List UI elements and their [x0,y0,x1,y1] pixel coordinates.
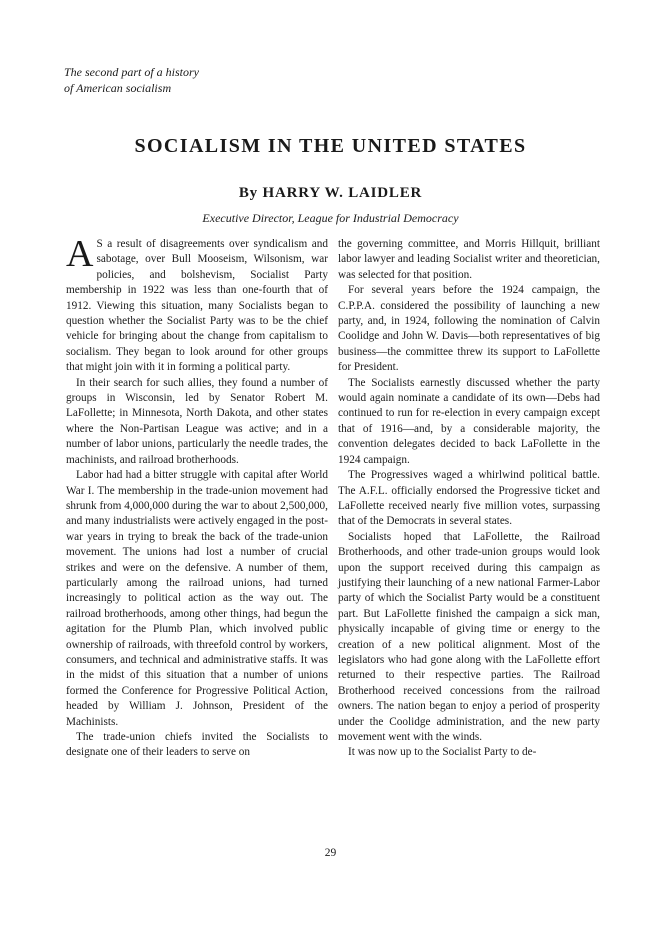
author-affiliation: Executive Director, League for Industrial Democracy [202,211,459,225]
right-column [338,237,600,761]
series-note [64,64,284,96]
left-paragraph-2: In their search for such allies, they found a number of groups in Wisconsin, led by Senator Robert M. LaFollette; in Minnesota, North Dakota, and other states where the Non-Partisan League was active; and in a number of labor unions, particularly the needle trades, the machinists, and railroad brotherhoods. [66,376,328,466]
right-paragraph-2: For several years before the 1924 campaign, the C.P.P.A. considered the possibility of launching a new party, and, in 1924, following the nomination of Calvin Coolidge and John W. Davis—both representatives of big business—the committee threw its support to LaFollette for President. [338,284,600,374]
left-paragraph-1 [66,233,328,376]
right-paragraph-3: The Socialists earnestly discussed whether the party would again nominate a candidate of its own—Debs had continued to run for re-election in every campaign except that of 1916—and, by a considerable majority, the convention delegates decided to back LaFollette in the 1924 campaign. [338,376,600,466]
right-paragraph-1: the governing committee, and Morris Hillquit, brilliant labor lawyer and leading Socialist writer and theoretician, was selected for that position. [338,238,600,281]
right-paragraph-6: It was now up to the Socialist Party to de- [348,746,537,759]
series-note-line-1: The second part of a history [64,65,199,79]
series-note-line-2: of American socialism [64,81,172,95]
left-paragraph-4: The trade-union chiefs invited the Socialists to designate one of their leaders to serve on [66,731,328,759]
drop-cap: A [66,233,94,275]
page-number: 29 [324,847,337,859]
right-paragraph-5: Socialists hoped that LaFollette, the Railroad Brotherhoods, and other trade-union groups would look upon the support received during this campaign as justifying their launching of a new national Farmer-Labor party of which the Socialist Party would be a constituent part. But LaFollette finished the campaign a sick man, physically incapable of giving time or energy to the creation of a new political alignment. Most of the legislators who had gone along with the LaFollette effort returned to their respective parties. The Railroad Brotherhood received concessions from the railroad owners. The nation began to enjoy a period of prosperity under the Coolidge administration, and the new party movement went with the winds. [338,530,600,743]
left-paragraph-1-text: S a result of disagreements over syndicalism and sabotage, over Bull Mooseism, Wilsonism, war policies, and bolshevism, Socialist Party membership in 1922 was less than one-fourth that of 1912. Viewing this situation, many Socialists began to question whether the Socialist Party was to be the chief vehicle for bringing about the change from capitalism to socialism. They began to look around for other groups that might join with it in forming a political party. [66,238,328,374]
left-column [66,233,328,761]
left-paragraph-3: Labor had had a bitter struggle with capital after World War I. The membership in the trade-union movement had shrunk from 4,000,000 during the war to about 2,500,000, and many industrialists were actively engaged in the post-war years in trying to break the back of the trade-union movement. The unions had lost a number of crucial strikes and were on the defensive. A number of them, particularly among the railroad unions, had turned increasingly to political action as the way out. The railroad brotherhoods, among other things, had begun the agitation for the Plumb Plan, which involved public ownership of railroads, with threefold control by workers, consumers, and technical and administrative staffs. It was in the midst of this situation that a number of unions formed the Conference for Progressive Political Action, headed by William J. Johnson, President of the Machinists. [66,469,328,728]
article-title: SOCIALISM IN THE UNITED STATES [134,135,527,157]
article-byline: By HARRY W. LAIDLER [238,185,423,201]
right-paragraph-4: The Progressives waged a whirlwind political battle. The A.F.L. officially endorsed the Progressive ticket and LaFollette received nearly five million votes, surpassing that of the Democrats in several states. [338,469,600,528]
